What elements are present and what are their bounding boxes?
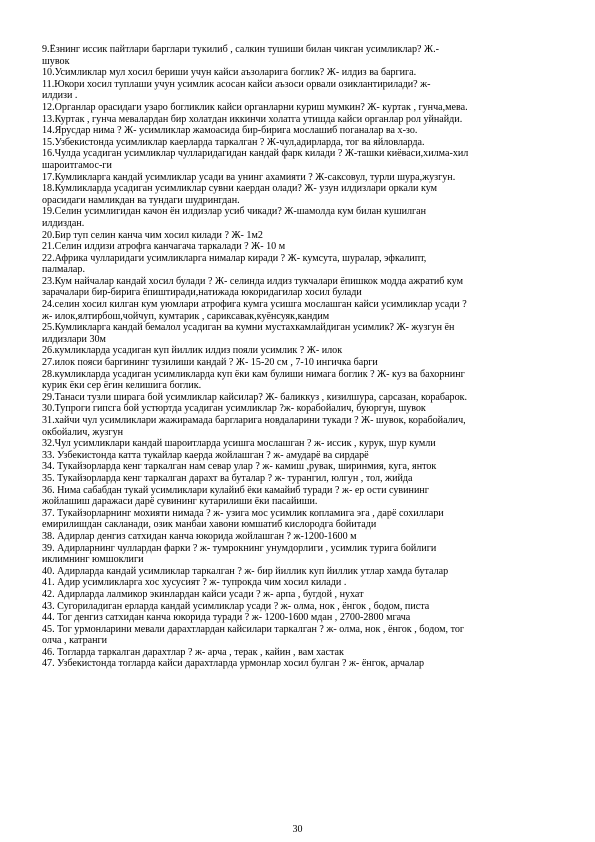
text-line: 42. Адирларда лалмикор экинлардан кайси усади ? ж- арпа , бугдой , нухат <box>42 588 364 600</box>
text-line: 13.Куртак , гунча мевалардан бир холатдан иккинчи холатга утишда кайси органлар рол уйнайди. <box>42 113 463 125</box>
text-line: 28.кумликларда усадиган усимликларда куп ёки кам булиши нимага боглик ? Ж- куз ва бахорнинг <box>42 368 465 380</box>
text-line: 22.Африка чулларидаги усимликларга нималар киради ? Ж- кумсута, шуралар, эфкалипт, <box>42 252 427 264</box>
text-line: зарачалари бир-бирига ёпиштиради,натижада юкоридагилар хосил булади <box>42 287 362 299</box>
text-line: 36. Нима сабабдан тукай усимликлари кулайиб ёки камайиб туради ? ж- ер ости сувининг <box>42 484 429 496</box>
text-line: илдиздан. <box>42 217 85 229</box>
text-line: 21.Селин илдизи атрофга канчагача таркалади ? Ж- 10 м <box>42 241 286 253</box>
text-line: 37. Тукайзорларнинг мохияти нимада ? ж- узига мос усимлик копламига эга , дарё сохиллари <box>42 507 444 519</box>
text-line: 43. Сугориладиган ерларда кандай усимликлар усади ? ж- олма, нок , ёнгок , бодом, писта <box>42 600 430 612</box>
text-line: 33. Узбекистонда катта тукайлар каерда жойлашган ? ж- амударё ва сирдарё <box>42 449 369 461</box>
text-line: 41. Адир усимликларга хос хусусият ? ж- тупрокда чим хосил килади . <box>42 577 347 589</box>
text-line: 35. Тукайзорларда кенг таркалган дарахт ва буталар ? ж- турангил, юлгун , тол, жийда <box>42 472 413 484</box>
text-line: шувок <box>42 55 70 67</box>
text-line: 18.Кумликларда усадиган усимликлар сувни каердан олади? Ж- узун илдизлари оркали кум <box>42 183 438 195</box>
text-line: окбойалич, жузгун <box>42 426 124 438</box>
text-line: шароитгамос-ги <box>42 159 112 171</box>
text-line: 40. Адирларда кандай усимликлар таркалган ? ж- бир йиллик куп йиллик утлар хамда буталар <box>42 565 449 577</box>
text-line: 34. Тукайзорларда кенг таркалган нам севар улар ? ж- камиш ,рувак, ширинмия, куга, янток <box>42 461 437 473</box>
text-line: 12.Органлар орасидаги узаро богликлик кайси органларни куриш мумкин? Ж- куртак , гунча,мева. <box>42 101 468 113</box>
text-line: 24.селин хосил килган кум уюмлари атрофига кумга усишга мослашган кайси усимликлар усади ? <box>42 299 467 311</box>
text-line: орасидаги намликдан ва тундаги шудрингдан. <box>42 194 240 206</box>
text-line: 45. Тог урмонларини мевали дарахтлардан кайсилари таркалган ? ж- олма, нок , ёнгок , бодом, тог <box>42 623 465 635</box>
text-line: 31.хайчи чул усимликлари жажирамада баргларига новдаларини тукади ? Ж- шувок, корабойалич, <box>42 415 466 426</box>
text-line: 29.Танаси тузли ширага бой усимликлар кайсилар? Ж- баликкуз , кизилшура, сарсазан, корабарок. <box>42 391 468 403</box>
text-line: 44. Тог денгиз сатхидан канча юкорида туради ? ж- 1200-1600 мдан , 2700-2800 мгача <box>42 612 411 624</box>
text-line: 30.Тупроги гипсга бой устюртда усадиган усимликлар ?ж- корабойалич, буюргун, шувок <box>42 403 426 415</box>
text-line: 39. Адирларнинг чуллардан фарки ? ж- тумрокнинг унумдорлиги , усимлик турига бойлиги <box>42 542 437 554</box>
text-line: 17.Кумликларга кандай усимликлар усади ва унинг ахамияти ? Ж-саксовул, турли шура,жузгун. <box>42 171 456 183</box>
text-line: жойлашиш даражаси дарё сувининг кутарилиши ёки пасайиши. <box>42 496 318 508</box>
text-line: 11.Юкори хосил туплаши учун усимлик асосан кайси аъзоси орвали озиклантирилади? ж- <box>42 78 431 90</box>
text-line: палмалар. <box>42 264 85 276</box>
text-line: 25.Кумликларга кандай бемалол усадиган ва кумни мустахкамлайдиган усимлик? Ж- жузгун ён <box>42 322 455 334</box>
text-line: ж- илок,ялтирбош,чойчуп, кумтарик , сариксавак,куёнсуяк,кандим <box>42 310 330 322</box>
text-line: 20.Бир туп селин канча чим хосил килади ? Ж- 1м2 <box>42 229 263 241</box>
text-line: 19.Селин усимлигидан качон ён илдизлар усиб чикади? Ж-шамолда кум билан кушилган <box>42 206 427 218</box>
text-line: 32.Чул усимликлари кандай шароитларда усишга мослашган ? ж- иссик , курук, шур кумли <box>42 438 436 450</box>
text-line: 14.Ярусдар нима ? Ж- усимликлар жамоасида бир-бирига мослашиб поганалар ва х-зо. <box>42 125 418 137</box>
text-line: курик ёки сер ёгин келишига боглик. <box>42 380 202 392</box>
text-line: иклимнинг юмшоклиги <box>42 554 144 566</box>
text-line: 27.илок пояси баргининг тузилиши кандай ? Ж- 15-20 см , 7-10 ингичка барги <box>42 357 378 369</box>
text-line: 10.Усимликлар мул хосил бериши учун кайси аъзоларига боглик? Ж- илдиз ва баргига. <box>42 67 417 79</box>
text-line: емирилишдан сакланади, озик манбаи хавони юмшатиб кислородга бойитади <box>42 519 377 531</box>
text-line: 46. Тогларда таркалган дарахтлар ? ж- арча , терак , кайин , вам хастак <box>42 646 344 658</box>
text-line: 26.кумликларда усадиган куп йиллик илдиз пояли усимлик ? Ж- илок <box>42 345 343 357</box>
document-page <box>42 44 558 670</box>
text-line: олча , катранги <box>42 635 108 647</box>
page-number: 30 <box>292 824 303 835</box>
text-line: 15.Узбекистонда усимликлар каерларда таркалган ? Ж-чул,адирларда, тог ва яйловларда. <box>42 136 425 148</box>
text-line: илдизлари 30м <box>42 333 106 345</box>
text-line: 9.Ёзнинг иссик пайтлари барглари тукилиб , салкин тушиши билан чикган усимликлар? Ж.- <box>42 44 439 55</box>
text-line: 16.Чулда усадиган усимликлар чулларидагидан кандай фарк килади ? Ж-ташки киёваси,хилма-хил <box>42 148 469 160</box>
text-line: 47. Узбекистонда тогларда кайси дарахтларда урмонлар хосил булган ? ж- ёнгок, арчалар <box>42 658 425 670</box>
text-line: 23.Кум найчалар кандай хосил булади ? Ж- селинда илдиз тукчалари ёпишкок модда ажратиб кум <box>42 275 463 287</box>
text-line: илдизи . <box>42 90 78 102</box>
text-line: 38. Адирлар денгиз сатхидан канча юкорида жойлашган ? ж-1200-1600 м <box>42 530 357 542</box>
